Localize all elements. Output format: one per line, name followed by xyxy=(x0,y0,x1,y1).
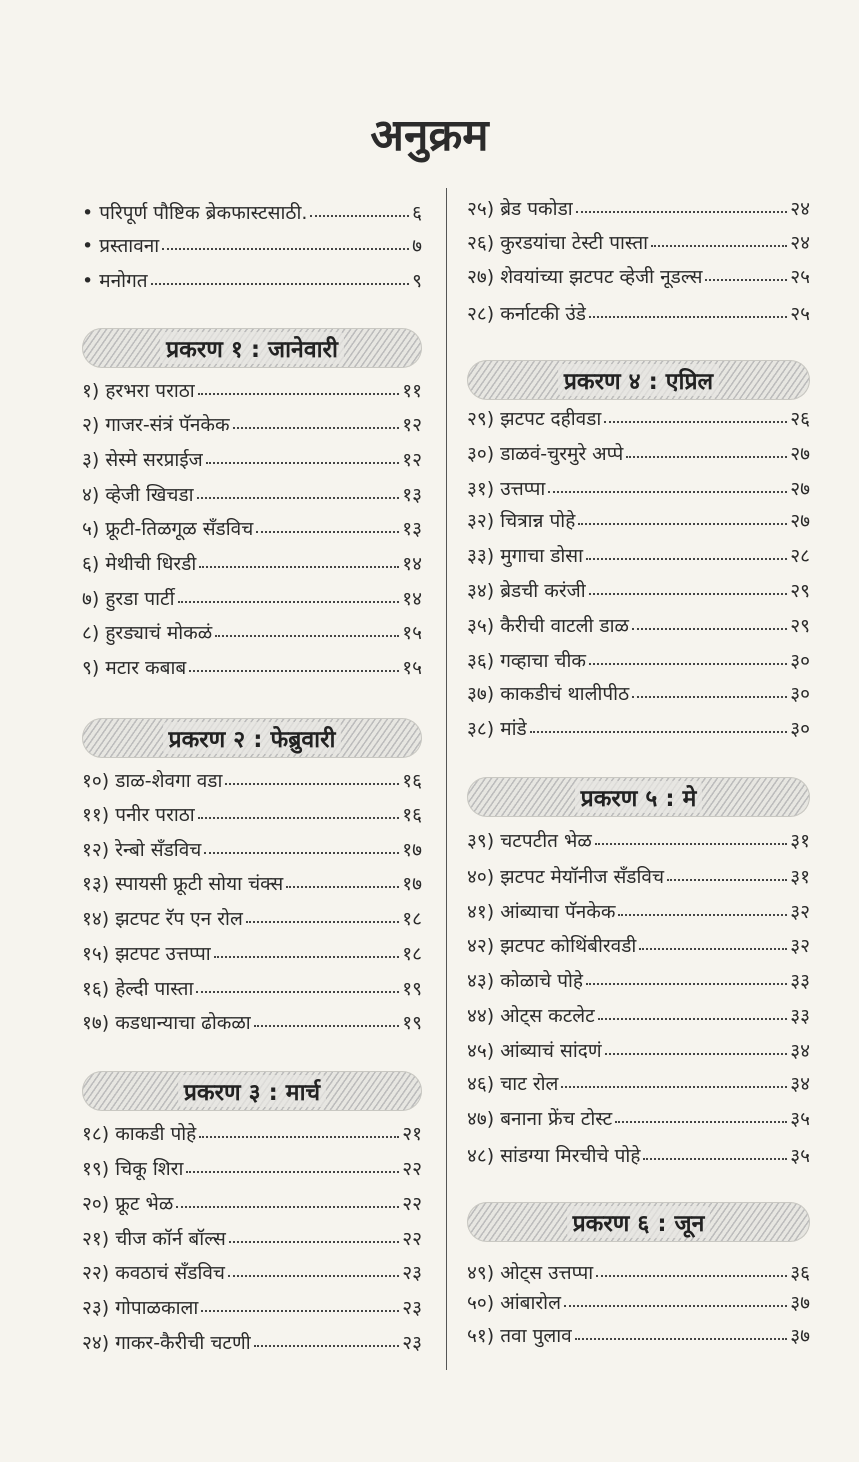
toc-entry xyxy=(467,503,810,537)
toc-entry xyxy=(82,373,422,407)
toc-entry xyxy=(82,936,422,970)
toc-entry-title: ८) हुरड्याचं मोकळं xyxy=(82,622,213,644)
dot-leader xyxy=(198,393,400,395)
toc-entry-title: ४६) चाट रोल xyxy=(467,1073,559,1095)
toc-entry xyxy=(82,1221,422,1255)
dot-leader xyxy=(618,914,787,916)
toc-entry xyxy=(82,1290,422,1324)
toc-entry-page: ३५ xyxy=(790,1108,810,1130)
toc-entry-page: २३ xyxy=(402,1332,422,1354)
toc-entry xyxy=(82,1116,422,1150)
toc-entry xyxy=(82,442,422,476)
dot-leader xyxy=(576,211,788,213)
dot-leader xyxy=(228,1275,399,1277)
toc-entry-page: १६ xyxy=(402,770,422,792)
toc-entry xyxy=(467,894,810,928)
toc-entry-page: १४ xyxy=(402,553,422,575)
chapter-heading xyxy=(82,718,422,758)
toc-entry xyxy=(467,1101,810,1135)
toc-entry-title: ३२) चित्रान्न पोहे xyxy=(467,510,576,532)
toc-entry xyxy=(82,615,422,649)
dot-leader xyxy=(186,1171,399,1173)
toc-entry-title: ३६) गव्हाचा चीक xyxy=(467,650,587,672)
toc-entry-page: ११ xyxy=(402,380,422,402)
toc-entry-title: ३३) मुगाचा डोसा xyxy=(467,545,584,567)
dot-leader xyxy=(605,1053,788,1055)
toc-entry-page: २७ xyxy=(790,510,810,532)
toc-entry-page: २४ xyxy=(790,232,810,254)
chapter-heading-label: प्रकरण ४ : एप्रिल xyxy=(558,364,719,396)
dot-leader xyxy=(632,696,787,698)
toc-entry-title: २०) फ्रूट भेळ xyxy=(82,1193,174,1215)
toc-entry-page: ३७ xyxy=(790,1325,810,1347)
toc-entry-title: ३४) ब्रेडची करंजी xyxy=(467,580,586,602)
toc-entry xyxy=(82,901,422,935)
toc-entry xyxy=(82,1255,422,1289)
toc-entry xyxy=(82,971,422,1005)
dot-leader xyxy=(651,245,787,247)
dot-leader xyxy=(196,991,399,993)
toc-entry-page: १८ xyxy=(402,908,422,930)
dot-leader xyxy=(256,531,399,533)
dot-leader xyxy=(246,921,399,923)
toc-entry xyxy=(82,581,422,615)
toc-entry-title: ९) मटार कबाब xyxy=(82,657,187,679)
toc-entry-title: १४) झटपट रॅप एन रोल xyxy=(82,908,243,930)
toc-entry xyxy=(82,546,422,580)
toc-entry-page: ६ xyxy=(412,202,422,224)
toc-entry-title: ३८) मांडे xyxy=(467,718,527,740)
toc-entry xyxy=(467,296,810,330)
toc-entry-page: १५ xyxy=(402,657,422,679)
toc-entry-title: २१) चीज कॉर्न बॉल्स xyxy=(82,1228,226,1250)
toc-entry xyxy=(467,711,810,745)
toc-entry-page: १९ xyxy=(402,1012,422,1034)
toc-entry-title: १७) कडधान्याचा ढोकळा xyxy=(82,1012,251,1034)
toc-entry-page: २६ xyxy=(790,408,810,430)
toc-entry-title: ५१) तवा पुलाव xyxy=(467,1325,572,1347)
toc-entry-title: २६) कुरडयांचा टेस्टी पास्ता xyxy=(467,232,649,254)
toc-entry xyxy=(82,477,422,511)
toc-entry-title: ४३) कोळाचे पोहे xyxy=(467,970,583,992)
toc-entry xyxy=(467,608,810,642)
dot-leader xyxy=(705,279,787,281)
toc-entry-title: ५) फ्रूटी-तिळगूळ सँडविच xyxy=(82,518,254,540)
dot-leader xyxy=(310,215,409,217)
toc-entry xyxy=(467,643,810,677)
dot-leader xyxy=(578,523,787,525)
toc-entry-title: ४५) आंब्याचं सांदणं xyxy=(467,1040,602,1062)
toc-entry xyxy=(82,866,422,900)
chapter-heading-label: प्रकरण ३ : मार्च xyxy=(178,1075,326,1107)
toc-entry xyxy=(82,650,422,684)
toc-entry xyxy=(467,963,810,997)
column-divider xyxy=(446,188,447,1370)
toc-entry xyxy=(467,928,810,962)
toc-entry-page: १८ xyxy=(402,943,422,965)
toc-entry-title: १२) रेन्बो सँडविच xyxy=(82,839,202,861)
dot-leader xyxy=(596,1275,787,1277)
toc-entry-title: १८) काकडी पोहे xyxy=(82,1123,197,1145)
toc-entry-title: २७) शेवयांच्या झटपट व्हेजी नूडल्स xyxy=(467,266,703,288)
toc-entry-page: १६ xyxy=(402,804,422,826)
dot-leader xyxy=(575,1338,788,1340)
chapter-heading xyxy=(467,360,810,400)
toc-entry xyxy=(82,1151,422,1185)
dot-leader xyxy=(189,670,399,672)
toc-entry-page: २९ xyxy=(790,615,810,637)
toc-entry-page: १२ xyxy=(402,449,422,471)
dot-leader xyxy=(225,783,399,785)
toc-entry xyxy=(467,823,810,857)
dot-leader xyxy=(151,283,410,285)
toc-entry-title: ४) व्हेजी खिचडा xyxy=(82,484,194,506)
toc-entry-title: ३) सेस्मे सरप्राईज xyxy=(82,449,203,471)
dot-leader xyxy=(229,1241,399,1243)
toc-entry xyxy=(467,859,810,893)
dot-leader xyxy=(198,817,400,819)
toc-entry xyxy=(467,1033,810,1067)
toc-entry xyxy=(82,832,422,866)
toc-entry-page: २३ xyxy=(402,1262,422,1284)
toc-entry-title: ४४) ओट्स कटलेट xyxy=(467,1005,595,1027)
toc-entry-title: १५) झटपट उत्तप्पा xyxy=(82,943,211,965)
toc-entry-page: ३३ xyxy=(790,970,810,992)
toc-entry-page: ३२ xyxy=(790,901,810,923)
toc-entry-title: ६) मेथीची धिरडी xyxy=(82,553,197,575)
toc-entry-title: २५) ब्रेड पकोडा xyxy=(467,198,573,220)
toc-entry xyxy=(82,1005,422,1039)
toc-entry-title: १०) डाळ-शेवगा वडा xyxy=(82,770,223,792)
toc-entry-page: १३ xyxy=(402,484,422,506)
dot-leader xyxy=(643,1158,787,1160)
toc-entry-page: २२ xyxy=(402,1193,422,1215)
toc-entry-page: १९ xyxy=(402,978,422,1000)
toc-entry xyxy=(82,763,422,797)
dot-leader xyxy=(586,983,787,985)
toc-entry-title: ४१) आंब्याचा पॅनकेक xyxy=(467,901,616,923)
toc-entry-title: १६) हेल्दी पास्ता xyxy=(82,978,194,1000)
toc-entry-title: ४७) बनाना फ्रेंच टोस्ट xyxy=(467,1108,613,1130)
page-title: अनुक्रम xyxy=(370,110,489,161)
chapter-heading-label: प्रकरण ५ : मे xyxy=(575,781,703,813)
toc-entry xyxy=(467,1066,810,1100)
toc-entry-page: २३ xyxy=(402,1297,422,1319)
toc-entry-page: २७ xyxy=(790,478,810,500)
toc-entry-page: ७ xyxy=(412,235,422,257)
toc-entry-title: १३) स्पायसी फ्रूटी सोया चंक्स xyxy=(82,873,284,895)
dot-leader xyxy=(604,421,787,423)
dot-leader xyxy=(178,601,400,603)
dot-leader xyxy=(615,1121,787,1123)
toc-entry xyxy=(82,1186,422,1220)
toc-entry-page: ३० xyxy=(790,650,810,672)
dot-leader xyxy=(201,1310,399,1312)
toc-entry-page: २१ xyxy=(402,1123,422,1145)
toc-entry-page: २४ xyxy=(790,198,810,220)
toc-entry-page: १७ xyxy=(402,873,422,895)
toc-entry xyxy=(467,998,810,1032)
dot-leader xyxy=(561,1086,787,1088)
dot-leader xyxy=(204,852,399,854)
toc-entry-page: १७ xyxy=(402,839,422,861)
dot-leader xyxy=(667,879,787,881)
dot-leader xyxy=(530,731,788,733)
toc-entry-page: २८ xyxy=(790,545,810,567)
toc-entry-page: ३० xyxy=(790,718,810,740)
toc-entry-page: ३३ xyxy=(790,1005,810,1027)
dot-leader xyxy=(589,316,787,318)
toc-entry-title: १९) चिकू शिरा xyxy=(82,1158,184,1180)
toc-entry-page: २७ xyxy=(790,443,810,465)
chapter-heading xyxy=(467,777,810,817)
toc-entry-page: १३ xyxy=(402,518,422,540)
dot-leader xyxy=(254,1025,400,1027)
dot-leader xyxy=(626,456,787,458)
toc-entry-page: २५ xyxy=(790,266,810,288)
toc-entry-title: ४९) ओट्स उत्तप्पा xyxy=(467,1262,594,1284)
dot-leader xyxy=(199,566,399,568)
toc-entry xyxy=(82,1325,422,1359)
toc-entry-page: ३२ xyxy=(790,935,810,957)
toc-entry-title: १) हरभरा पराठा xyxy=(82,380,195,402)
dot-leader xyxy=(176,1206,399,1208)
toc-entry-page: ३१ xyxy=(790,866,810,888)
dot-leader xyxy=(206,462,399,464)
chapter-heading xyxy=(467,1202,810,1242)
toc-entry-title: ३९) चटपटीत भेळ xyxy=(467,830,592,852)
toc-entry-page: ९ xyxy=(412,270,422,292)
toc-entry xyxy=(82,797,422,831)
toc-entry-page: ३५ xyxy=(790,1145,810,1167)
toc-entry-title: २) गाजर-संत्रं पॅनकेक xyxy=(82,414,230,436)
chapter-heading-label: प्रकरण २ : फेब्रुवारी xyxy=(163,722,342,754)
toc-entry-title: ३५) कैरीची वाटली डाळ xyxy=(467,615,629,637)
toc-entry xyxy=(467,573,810,607)
toc-entry xyxy=(467,538,810,572)
toc-entry xyxy=(467,259,810,293)
dot-leader xyxy=(548,491,787,493)
dot-leader xyxy=(162,248,409,250)
dot-leader xyxy=(215,635,399,637)
toc-entry xyxy=(82,511,422,545)
toc-entry-title: ४२) झटपट कोथिंबीरवडी xyxy=(467,935,637,957)
toc-entry-title: • मनोगत xyxy=(82,270,148,292)
toc-entry-page: ३६ xyxy=(790,1262,810,1284)
toc-entry xyxy=(467,471,810,505)
chapter-heading xyxy=(82,328,422,368)
toc-entry-title: ४८) सांडग्या मिरचीचे पोहे xyxy=(467,1145,641,1167)
toc-entry-page: २२ xyxy=(402,1228,422,1250)
dot-leader xyxy=(286,886,399,888)
toc-entry xyxy=(82,195,422,229)
toc-entry-title: ३७) काकडीचं थालीपीठ xyxy=(467,683,630,705)
chapter-heading xyxy=(82,1071,422,1111)
toc-entry-page: १४ xyxy=(402,588,422,610)
dot-leader xyxy=(233,427,400,429)
dot-leader xyxy=(589,663,787,665)
dot-leader xyxy=(199,1136,399,1138)
dot-leader xyxy=(254,1345,400,1347)
toc-entry xyxy=(467,1255,810,1289)
toc-entry xyxy=(467,1318,810,1352)
toc-entry-page: ३७ xyxy=(790,1292,810,1314)
toc-entry-title: ३१) उत्तप्पा xyxy=(467,478,546,500)
toc-entry-page: ३४ xyxy=(790,1073,810,1095)
toc-entry-title: ४०) झटपट मेयॉनीज सँडविच xyxy=(467,866,665,888)
dot-leader xyxy=(598,1018,787,1020)
toc-entry-page: ३४ xyxy=(790,1040,810,1062)
toc-entry-page: २५ xyxy=(790,303,810,325)
toc-entry-title: ११) पनीर पराठा xyxy=(82,804,195,826)
chapter-heading-label: प्रकरण १ : जानेवारी xyxy=(160,332,344,364)
dot-leader xyxy=(564,1305,787,1307)
toc-entry xyxy=(82,407,422,441)
toc-entry-page: १५ xyxy=(402,622,422,644)
toc-entry-title: २८) कर्नाटकी उंडे xyxy=(467,303,586,325)
toc-entry xyxy=(467,436,810,470)
toc-entry xyxy=(467,1285,810,1319)
toc-entry xyxy=(467,401,810,435)
toc-entry-title: • परिपूर्ण पौष्टिक ब्रेकफास्टसाठी. xyxy=(82,202,308,224)
dot-leader xyxy=(197,497,400,499)
dot-leader xyxy=(632,628,787,630)
toc-entry-page: १२ xyxy=(402,414,422,436)
toc-entry-title: २२) कवठाचं सँडविच xyxy=(82,1262,225,1284)
toc-entry-title: ५०) आंबारोल xyxy=(467,1292,561,1314)
toc-entry xyxy=(82,263,422,297)
toc-entry-page: ३० xyxy=(790,683,810,705)
dot-leader xyxy=(589,593,788,595)
toc-entry-title: ३०) डाळवं-चुरमुरे अप्पे xyxy=(467,443,624,465)
toc-entry-title: २४) गाकर-कैरीची चटणी xyxy=(82,1332,251,1354)
toc-entry-title: • प्रस्तावना xyxy=(82,235,160,257)
toc-entry xyxy=(82,228,422,262)
dot-leader xyxy=(639,948,787,950)
toc-entry-title: ७) हुरडा पार्टी xyxy=(82,588,175,610)
toc-entry-title: २९) झटपट दहीवडा xyxy=(467,408,602,430)
toc-entry xyxy=(467,191,810,225)
chapter-heading-label: प्रकरण ६ : जून xyxy=(567,1206,711,1238)
dot-leader xyxy=(214,956,400,958)
toc-entry xyxy=(467,676,810,710)
toc-entry xyxy=(467,225,810,259)
toc-entry-page: २२ xyxy=(402,1158,422,1180)
dot-leader xyxy=(586,558,787,560)
dot-leader xyxy=(595,843,787,845)
toc-entry-page: ३१ xyxy=(790,830,810,852)
toc-entry xyxy=(467,1138,810,1172)
toc-entry-title: २३) गोपाळकाला xyxy=(82,1297,199,1319)
toc-entry-page: २९ xyxy=(790,580,810,602)
